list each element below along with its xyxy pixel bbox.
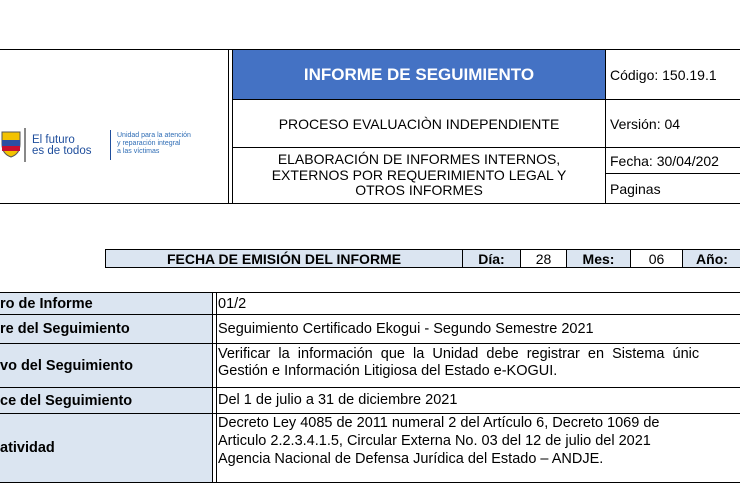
followup-name-label: re del Seguimiento — [0, 315, 212, 343]
followup-objective-line-2: Gestión e Información Litigiosa del Estado e-KOGUI. — [218, 363, 558, 379]
followup-objective-label: vo del Seguimiento — [0, 344, 212, 387]
logo-primary-line-1: El futuro — [32, 134, 75, 146]
regulation-label: atividad — [0, 414, 212, 482]
followup-scope-value — [217, 392, 740, 409]
logo-secondary-text — [117, 132, 191, 156]
process-name: PROCESO EVALUACIÒN INDEPENDIENTE — [278, 115, 560, 132]
document-code: Código: 150.19.1 — [610, 66, 717, 83]
regulation-line-1: Decreto Ley 4085 de 2011 numeral 2 del Artículo 6, Decreto 1069 de — [218, 415, 660, 431]
document-version: Versión: 04 — [610, 115, 681, 132]
followup-name-line-1: Seguimiento Certificado Ekogui - Segundo Semestre 2021 — [218, 321, 594, 337]
day-label: Día: — [462, 249, 521, 268]
followup-objective-line-1: Verificar la información que la Unidad debe registrar en Sistema únic — [218, 346, 700, 362]
month-value: 06 — [630, 249, 683, 268]
document-pages: Paginas — [610, 180, 661, 197]
followup-objective-value — [217, 346, 740, 380]
year-label: Año: — [682, 249, 740, 268]
elaboration-line-2: EXTERNOS POR REQUERIMIENTO LEGAL Y — [271, 166, 567, 183]
emission-date-label: FECHA DE EMISIÓN DEL INFORME — [105, 249, 463, 268]
month-label: Mes: — [566, 249, 631, 268]
report-title: INFORME DE SEGUIMIENTO — [233, 50, 605, 99]
report-number-line-1: 01/2 — [218, 296, 247, 312]
elaboration-line-3: OTROS INFORMES — [355, 182, 483, 199]
elaboration-title — [233, 148, 605, 203]
organization-logo — [0, 118, 228, 174]
regulation-line-2: Articulo 2.2.3.4.1.5, Circular Externa No. 03 del 12 de julio del 2021 — [218, 433, 651, 449]
logo-secondary-line-2: y reparación integral — [117, 140, 181, 147]
followup-name-value — [217, 321, 740, 338]
day-value: 28 — [520, 249, 567, 268]
document-date: Fecha: 30/04/202 — [610, 152, 719, 169]
regulation-line-3: Agencia Nacional de Defensa Jurídica del Estado – ANDJE. — [218, 451, 604, 467]
report-number-value — [217, 296, 740, 313]
logo-secondary-line-1: Unidad para la atención — [117, 132, 191, 139]
regulation-value — [217, 414, 740, 468]
followup-scope-label: ce del Seguimiento — [0, 388, 212, 413]
logo-primary-text — [32, 135, 91, 157]
logo-divider — [24, 128, 26, 162]
report-number-label: ro de Informe — [0, 293, 212, 314]
elaboration-line-1: ELABORACIÓN DE INFORMES INTERNOS, — [277, 151, 561, 168]
followup-scope-line-1: Del 1 de julio a 31 de diciembre 2021 — [218, 392, 458, 408]
logo-secondary-line-3: a las víctimas — [117, 148, 160, 155]
logo-separator — [110, 130, 111, 160]
coat-of-arms-icon — [0, 130, 22, 158]
logo-primary-line-2: es de todos — [32, 145, 92, 157]
